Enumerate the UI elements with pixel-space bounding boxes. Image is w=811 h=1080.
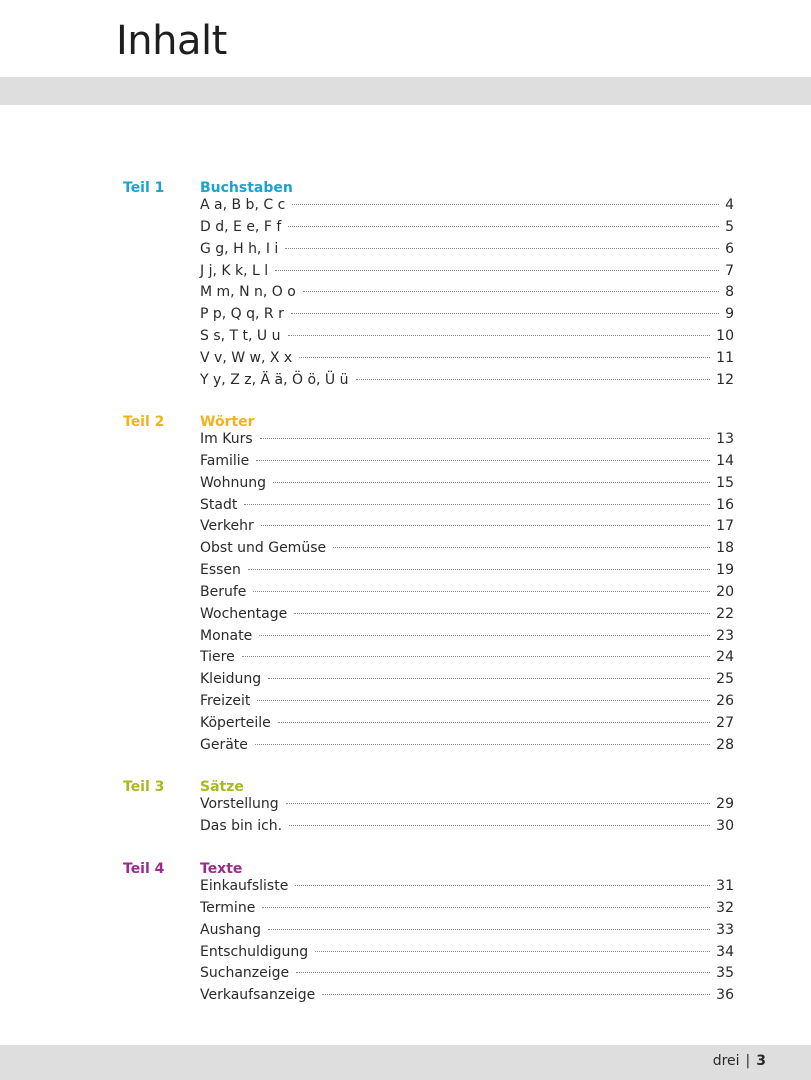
toc-dot-leader [333, 546, 710, 548]
toc-entry-page: 36 [716, 987, 734, 1004]
toc-entry-label: Freizeit [200, 693, 251, 710]
toc-dot-leader [268, 928, 710, 930]
toc-dot-leader [261, 524, 710, 526]
toc-dot-leader [262, 906, 710, 908]
section-title: Texte [200, 861, 243, 877]
toc-entry-page: 16 [716, 496, 734, 513]
toc-dot-leader [275, 269, 719, 271]
toc-entry-label: D d, E e, F f [200, 218, 282, 235]
toc-entry-label: Entschuldigung [200, 943, 309, 960]
toc-entry[interactable] [200, 582, 734, 604]
toc-entry-page: 20 [716, 583, 734, 600]
toc-entry[interactable] [200, 691, 734, 713]
toc-entry[interactable] [200, 538, 734, 560]
toc-entry-page: 10 [716, 328, 734, 345]
toc-dot-leader [244, 503, 710, 505]
toc-dot-leader [299, 356, 710, 358]
toc-dot-leader [295, 884, 710, 886]
toc-dot-leader [296, 971, 710, 973]
toc-entry[interactable] [200, 942, 734, 964]
toc-entry[interactable] [200, 282, 734, 304]
toc-entry[interactable] [200, 217, 734, 239]
toc-entry[interactable] [200, 876, 734, 898]
toc-entry-page: 35 [716, 965, 734, 982]
toc-entry-label: J j, K k, L l [200, 262, 269, 279]
toc-entry-page: 33 [716, 921, 734, 938]
toc-dot-leader [273, 481, 710, 483]
toc-entry-label: Tiere [200, 649, 235, 666]
toc-dot-leader [255, 743, 710, 745]
toc-dot-leader [278, 721, 710, 723]
toc-dot-leader [248, 568, 710, 570]
toc-entry[interactable] [200, 794, 734, 816]
toc-entry-page: 29 [716, 796, 734, 812]
toc-dot-leader [286, 802, 711, 804]
section-title: Buchstaben [200, 180, 293, 196]
toc-dot-leader [315, 950, 710, 952]
toc-entry-label: Im Kurs [200, 431, 253, 447]
toc-entry-label: Verkehr [200, 518, 254, 535]
toc-entry[interactable] [200, 516, 734, 538]
toc-entry-page: 34 [716, 943, 734, 960]
toc-entry-page: 6 [725, 240, 734, 257]
toc-entry[interactable] [200, 560, 734, 582]
toc-entry-label: Aushang [200, 921, 261, 938]
toc-entry-page: 18 [716, 540, 734, 557]
toc-entry-page: 11 [716, 349, 734, 366]
toc-entry-label: Wochentage [200, 605, 288, 622]
toc-entry[interactable] [200, 920, 734, 942]
toc-dot-leader [242, 655, 710, 657]
toc-entry-label: Köperteile [200, 714, 271, 731]
header-band [0, 77, 811, 105]
section-label: Teil 1 [123, 180, 165, 196]
toc-entry-page: 13 [716, 431, 734, 447]
toc-entry[interactable] [200, 429, 734, 451]
footer-page-number: 3 [756, 1053, 766, 1069]
toc-entry-page: 32 [716, 899, 734, 916]
toc-entry[interactable] [200, 261, 734, 283]
toc-entry-label: Essen [200, 562, 241, 579]
toc-entry-label: A a, B b, C c [200, 197, 286, 213]
toc-entry-list [200, 195, 734, 392]
toc-dot-leader [268, 677, 710, 679]
toc-entry-page: 8 [725, 284, 734, 301]
toc-entry-page: 31 [716, 878, 734, 894]
toc-entry[interactable] [200, 713, 734, 735]
toc-dot-leader [303, 290, 719, 292]
toc-entry[interactable] [200, 195, 734, 217]
toc-entry-page: 5 [725, 218, 734, 235]
toc-entry[interactable] [200, 495, 734, 517]
toc-entry[interactable] [200, 326, 734, 348]
section-label: Teil 2 [123, 414, 165, 430]
toc-entry-page: 7 [725, 262, 734, 279]
toc-dot-leader [291, 312, 719, 314]
section-title: Wörter [200, 414, 255, 430]
toc-entry[interactable] [200, 604, 734, 626]
toc-dot-leader [259, 634, 710, 636]
toc-dot-leader [260, 437, 711, 439]
toc-entry-page: 4 [725, 197, 734, 213]
toc-entry-page: 12 [716, 371, 734, 388]
toc-entry-page: 9 [725, 306, 734, 323]
toc-entry-label: Das bin ich. [200, 817, 283, 834]
page-footer [713, 1051, 766, 1071]
toc-entry-page: 19 [716, 562, 734, 579]
toc-entry[interactable] [200, 239, 734, 261]
toc-entry-page: 30 [716, 817, 734, 834]
toc-entry[interactable] [200, 669, 734, 691]
footer-band [0, 1045, 811, 1080]
toc-entry-list [200, 429, 734, 757]
toc-dot-leader [356, 378, 711, 380]
toc-entry-page: 23 [716, 627, 734, 644]
footer-page-word: drei [712, 1053, 740, 1069]
toc-dot-leader [285, 247, 719, 249]
toc-entry-list [200, 794, 734, 838]
toc-dot-leader [253, 590, 710, 592]
toc-entry[interactable] [200, 816, 734, 838]
toc-entry-page: 24 [716, 649, 734, 666]
toc-entry-page: 28 [716, 736, 734, 753]
toc-dot-leader [322, 993, 710, 995]
toc-entry[interactable] [200, 985, 734, 1007]
toc-entry-label: Obst und Gemüse [200, 540, 327, 557]
toc-entry-label: Familie [200, 452, 250, 469]
toc-entry-label: Einkaufsliste [200, 878, 289, 894]
toc-entry-label: V v, W w, X x [200, 349, 293, 366]
toc-entry-label: Stadt [200, 496, 238, 513]
toc-entry[interactable] [200, 647, 734, 669]
toc-entry[interactable] [200, 370, 734, 392]
toc-entry[interactable] [200, 963, 734, 985]
toc-entry-label: M m, N n, O o [200, 284, 296, 301]
toc-entry-label: Verkaufsanzeige [200, 987, 316, 1004]
toc-entry-page: 25 [716, 671, 734, 688]
toc-entry-label: Y y, Z z, Ä ä, Ö ö, Ü ü [200, 371, 349, 388]
toc-entry-list [200, 876, 734, 1007]
toc-entry[interactable] [200, 304, 734, 326]
toc-entry-label: Vorstellung [200, 796, 279, 812]
toc-dot-leader [292, 203, 719, 205]
toc-entry-page: 27 [716, 714, 734, 731]
toc-dot-leader [289, 824, 710, 826]
toc-dot-leader [288, 334, 711, 336]
toc-entry-label: P p, Q q, R r [200, 306, 284, 323]
toc-entry-page: 14 [716, 452, 734, 469]
toc-dot-leader [294, 612, 710, 614]
section-title: Sätze [200, 779, 244, 795]
page-title: Inhalt [116, 18, 227, 64]
toc-entry[interactable] [200, 898, 734, 920]
toc-entry[interactable] [200, 626, 734, 648]
toc-dot-leader [288, 225, 719, 227]
toc-entry-page: 26 [716, 693, 734, 710]
toc-entry-page: 15 [716, 474, 734, 491]
toc-entry-page: 22 [716, 605, 734, 622]
toc-entry-label: S s, T t, U u [200, 328, 281, 345]
toc-entry-label: G g, H h, I i [200, 240, 279, 257]
toc-entry-label: Kleidung [200, 671, 262, 688]
toc-entry[interactable] [200, 473, 734, 495]
toc-entry-label: Suchanzeige [200, 965, 290, 982]
toc-entry-label: Geräte [200, 736, 248, 753]
toc-entry-label: Monate [200, 627, 253, 644]
toc-entry-page: 17 [716, 518, 734, 535]
toc-entry[interactable] [200, 451, 734, 473]
section-label: Teil 3 [123, 779, 165, 795]
toc-dot-leader [257, 699, 710, 701]
toc-entry-label: Wohnung [200, 474, 266, 491]
toc-entry-label: Berufe [200, 583, 247, 600]
toc-entry[interactable] [200, 348, 734, 370]
footer-separator: | [745, 1053, 751, 1069]
toc-dot-leader [256, 459, 710, 461]
toc-entry-label: Termine [200, 899, 256, 916]
toc-entry[interactable] [200, 735, 734, 757]
section-label: Teil 4 [123, 861, 165, 877]
